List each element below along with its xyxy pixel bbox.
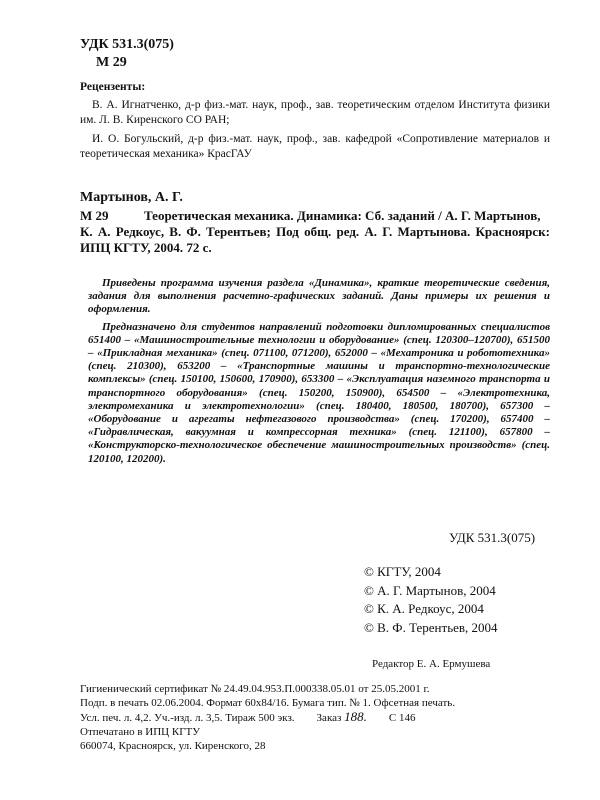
- copyright-list: [364, 563, 498, 637]
- udc-code: УДК 531.3(075): [80, 37, 174, 52]
- annotation-audience: Предназначено для студентов направлений подготовки дипломированных специалистов 651400 – «Машиностроительные технологии и оборудование» (спец. 120300–120700), 651500 – «Прикладная механика» (спец. 071100, 071200), 652000 – «Мехатроника и робототехника» (спец. 210300), 653200 – «Транспортные машины и транспортно-технологические комплексы» (спец. 150100, 150600, 170900), 653300 – «Эксплуатация наземного транспорта и транспортного оборудования» (спец. 150200, 150900), 654500 – «Электротехника, электромеханика и электротехнологии» (спец. 180400, 180500, 180700), 657300 – «Оборудование и агрегаты нефтегазового производства» (спец. 170200), 657400 – «Гидравлическая, вакуумная и компрессорная техника» (спец. 121100), 657800 – «Конструкторско-технологическое обеспечение машиностроительных производств» (спец. 120100, 120200).: [88, 320, 550, 465]
- copyright-line: © К. А. Редкоус, 2004: [364, 601, 484, 616]
- annotation-summary: Приведены программа изучения раздела «Динамика», краткие теоретические сведения, задания для выполнения расчетно-графических заданий. Даны примеры их решения и оформления.: [88, 277, 550, 316]
- print-run: [80, 710, 550, 725]
- bibliography-entry: [80, 208, 550, 256]
- order-code: С 146: [388, 712, 416, 724]
- imprint-block: [80, 682, 550, 753]
- bibliography-code: М 29: [80, 208, 109, 223]
- order-label: Заказ: [316, 712, 342, 724]
- copyright-line: © А. Г. Мартынов, 2004: [364, 582, 496, 598]
- editor-credit: Редактор Е. А. Ермушева: [372, 658, 491, 670]
- hygiene-certificate: Гигиенический сертификат № 24.49.04.953.П.000338.05.01 от 25.05.2001 г.: [80, 683, 430, 695]
- reviewer-item: В. А. Игнатченко, д-р физ.-мат. наук, проф., зав. теоретическим отделом Института физики им. Л. В. Киренского СО РАН;: [80, 99, 550, 126]
- reviewers-heading: Рецензенты:: [80, 81, 146, 93]
- copyright-line: © В. Ф. Терентьев, 2004: [364, 619, 498, 635]
- udc-code-bottom: УДК 531.3(075): [449, 530, 536, 545]
- order-number: 188.: [344, 709, 367, 724]
- reviewer-item: И. О. Богульский, д-р физ.-мат. наук, проф., зав. кафедрой «Сопротивление материалов и теоретическая механика» КрасГАУ: [80, 133, 550, 160]
- print-sheets: Усл. печ. л. 4,2. Уч.-изд. л. 3,5. Тираж 500 экз.: [80, 712, 295, 724]
- annotation-block: [88, 277, 550, 470]
- printer-address: 660074, Красноярск, ул. Киренского, 28: [80, 740, 266, 752]
- author-mark: М 29: [96, 55, 127, 70]
- bibliography-details: К. А. Редкоус, В. Ф. Терентьев; Под общ. ред. А. Г. Мартынова. Красноярск: ИПЦ КГТУ, 2004. 72 с.: [80, 224, 550, 255]
- bibliography-title: Теоретическая механика. Динамика: Сб. заданий / А. Г. Мартынов,: [144, 208, 541, 223]
- copyright-line: © КГТУ, 2004: [364, 564, 441, 579]
- reviewers-block: [80, 80, 550, 166]
- printer-name: Отпечатано в ИПЦ КГТУ: [80, 726, 201, 738]
- print-format: Подп. в печать 02.06.2004. Формат 60х84/16. Бумага тип. № 1. Офсетная печать.: [80, 697, 456, 709]
- bibliography-author: Мартынов, А. Г.: [80, 190, 183, 205]
